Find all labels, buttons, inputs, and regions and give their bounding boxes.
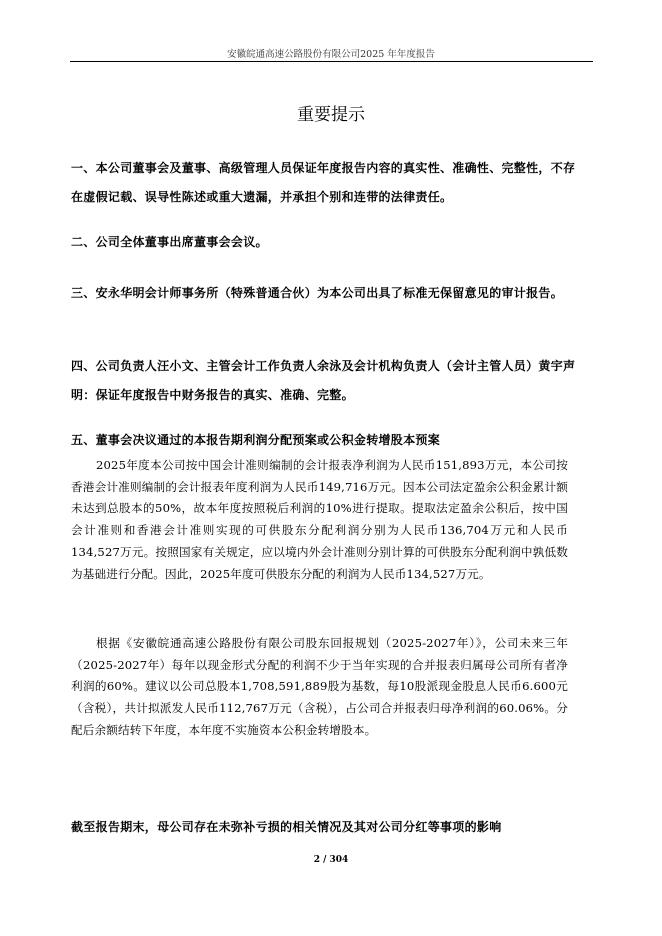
profit-distribution-paragraph: 2025年度本公司按中国会计准则编制的会计报表净利润为人民币151,893万元，本公司按香港会计准则编制的会计报表年度利润为人民币149,716万元。因本公司法定盈余公积金累计额未达到总股本的50%，故本年度按照税后利润的10%进行提取。提取法定盈余公积后，按中国会计准则和香港会计准则实现的可供股东分配利润分别为人民币136,704万元和人民币134,527万元。按照国家有关规定，应以境内外会计准则分别计算的可供股东分配利润中孰低数为基础进行分配。因此，2025年度可供股东分配的利润为人民币134,527万元。: [71, 458, 568, 581]
dividend-plan-paragraph: 根据《安徽皖通高速公路股份有限公司股东回报规划（2025-2027年）》，公司未来三年（2025-2027年）每年以现金形式分配的利润不少于当年实现的合并报表归属母公司所有者净利润的60%。建议以公司总股本1,708,591,889股为基数，每10股派现金股息人民币6.600元（含税），共计拟派发人民币112,767万元（含税），占公司合并报表归母净利润的60.06%。分配后余额结转下年度，本年度不实施资本公积金转增股本。: [71, 636, 568, 737]
notice-item-1: 一、本公司董事会及董事、高级管理人员保证年度报告内容的真实性、准确性、完整性，不存在虚假记载、误导性陈述或重大遗漏，并承担个别和连带的法律责任。: [71, 161, 576, 204]
header-divider: [70, 61, 593, 62]
notice-item-5-heading: 五、董事会决议通过的本报告期利润分配预案或公积金转增股本预案: [71, 433, 441, 447]
uncovered-loss-heading: 截至报告期末，母公司存在未弥补亏损的相关情况及其对公司分红等事项的影响: [71, 820, 502, 834]
notice-item-4: 四、公司负责人汪小文、主管会计工作负责人余泳及会计机构负责人（会计主管人员）黄宇声明：保证年度报告中财务报告的真实、准确、完整。: [71, 359, 576, 402]
page-title: 重要提示: [297, 105, 365, 125]
notice-item-3: 三、安永华明会计师事务所（特殊普通合伙）为本公司出具了标准无保留意见的审计报告。: [71, 286, 564, 300]
notice-item-2: 二、公司全体董事出席董事会会议。: [71, 235, 268, 249]
running-header: 安徽皖通高速公路股份有限公司2025 年年度报告: [227, 49, 435, 60]
page-number: 2 / 304: [313, 855, 349, 865]
